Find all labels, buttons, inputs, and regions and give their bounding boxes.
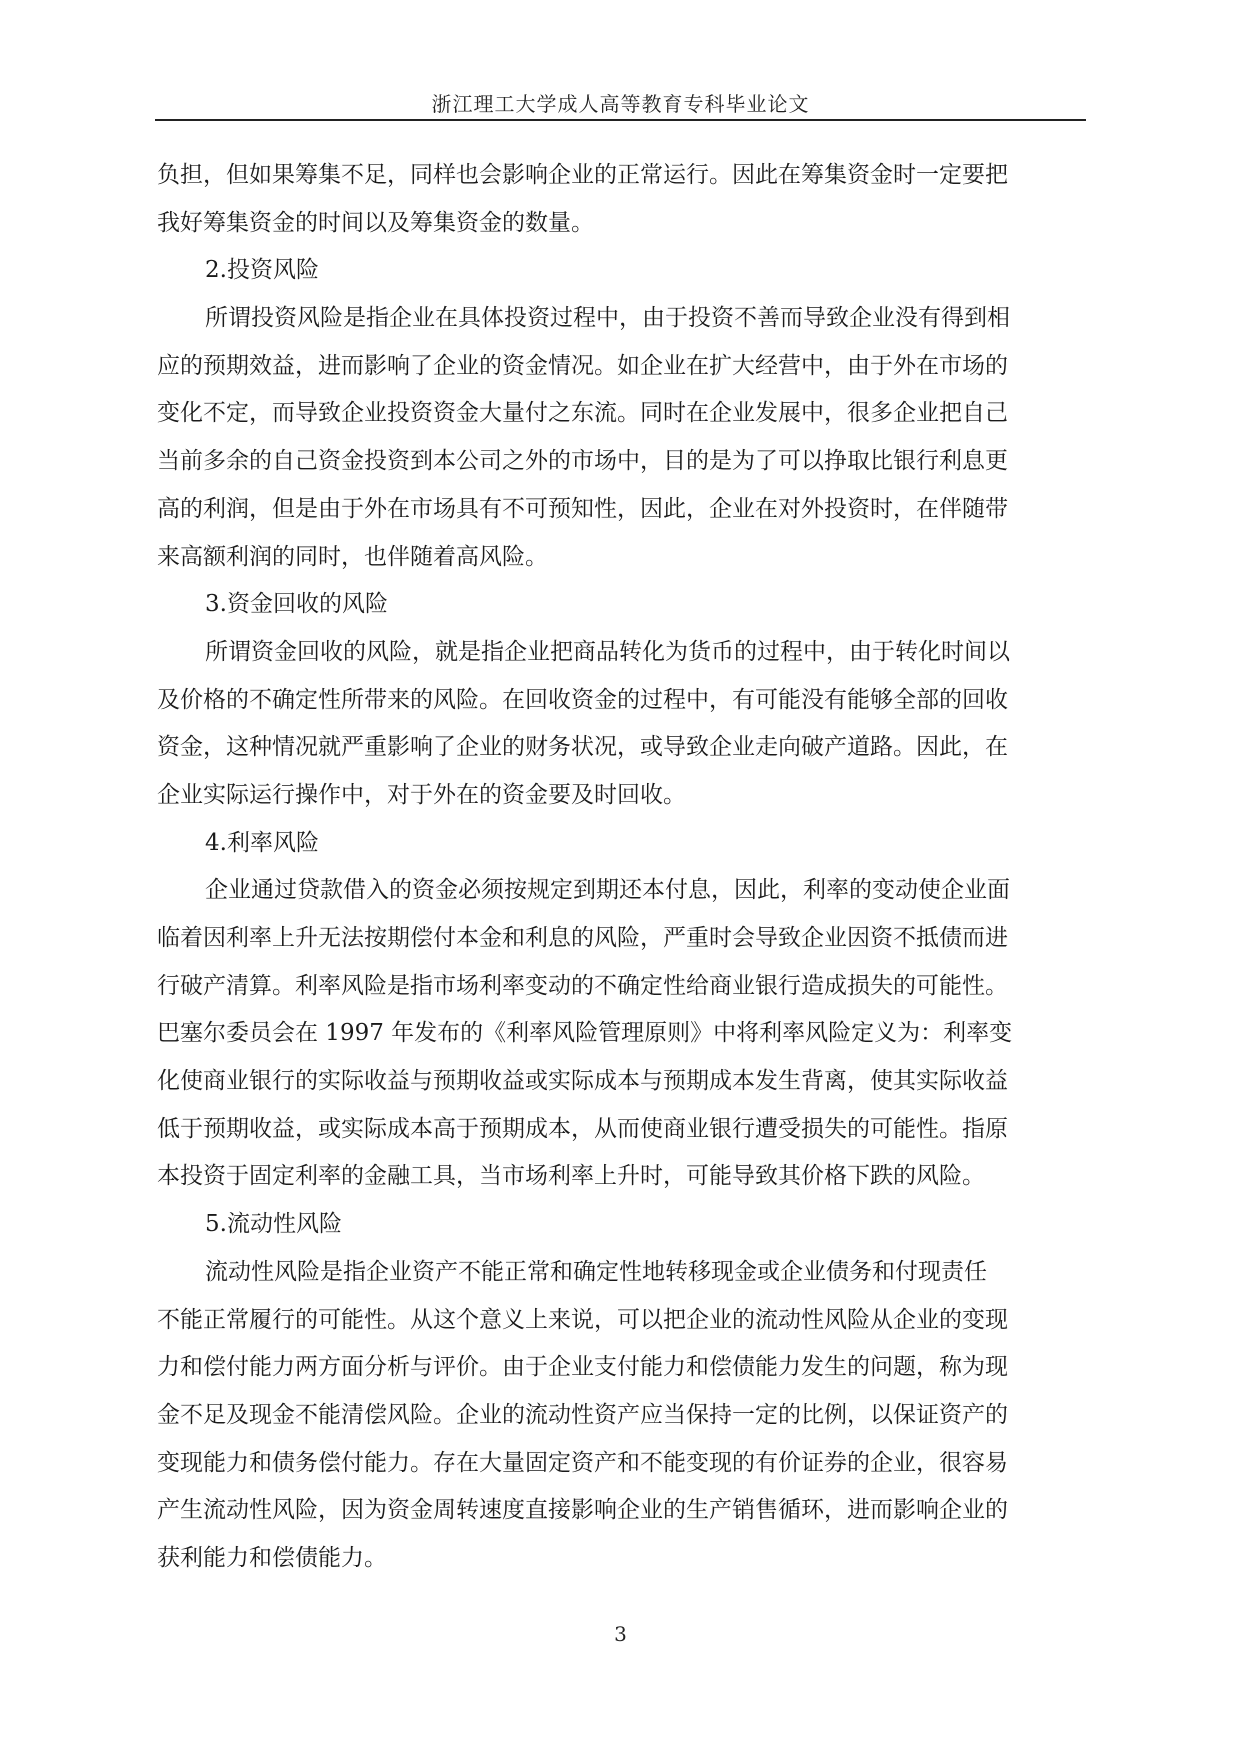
text-line: 所谓资金回收的风险，就是指企业把商品转化为货币的过程中，由于转化时间以 <box>205 638 1010 665</box>
text-line: 低于预期收益，或实际成本高于预期成本，从而使商业银行遭受损失的可能性。指原 <box>157 1115 1008 1142</box>
text-line: 产生流动性风险，因为资金周转速度直接影响企业的生产销售循环，进而影响企业的 <box>157 1497 1008 1524</box>
text-line: 4.利率风险 <box>205 829 319 856</box>
text-line: 当前多余的自己资金投资到本公司之外的市场中，目的是为了可以挣取比银行利息更 <box>157 448 1008 475</box>
text-line: 临着因利率上升无法按期偿付本金和利息的风险，严重时会导致企业因资不抵债而进 <box>157 925 1008 951</box>
running-header: 浙江理工大学成人高等教育专科毕业论文 <box>431 92 810 116</box>
text-line: 企业通过贷款借入的资金必须按规定到期还本付息，因此，利率的变动使企业面 <box>205 877 1010 904</box>
text-line: 负担，但如果筹集不足，同样也会影响企业的正常运行。因此在筹集资金时一定要把 <box>157 162 1008 188</box>
text-line: 巴塞尔委员会在 1997 年发布的《利率风险管理原则》中将利率风险定义为：利率变 <box>157 1020 1013 1047</box>
text-line: 行破产清算。利率风险是指市场利率变动的不确定性给商业银行造成损失的可能性。 <box>157 972 1008 999</box>
text-line: 高的利润，但是由于外在市场具有不可预知性，因此，企业在对外投资时，在伴随带 <box>157 495 1008 522</box>
text-line: 不能正常履行的可能性。从这个意义上来说，可以把企业的流动性风险从企业的变现 <box>157 1306 1008 1333</box>
header-rule <box>155 119 1086 121</box>
text-line: 变现能力和债务偿付能力。存在大量固定资产和不能变现的有价证券的企业，很容易 <box>157 1449 1008 1476</box>
text-line: 所谓投资风险是指企业在具体投资过程中，由于投资不善而导致企业没有得到相 <box>205 305 1010 332</box>
text-line: 资金，这种情况就严重影响了企业的财务状况，或导致企业走向破产道路。因此，在 <box>157 734 1008 761</box>
text-line: 2.投资风险 <box>205 257 319 284</box>
text-line: 金不足及现金不能清偿风险。企业的流动性资产应当保持一定的比例，以保证资产的 <box>157 1401 1008 1428</box>
text-line: 化使商业银行的实际收益与预期收益或实际成本与预期成本发生背离，使其实际收益 <box>157 1068 1008 1095</box>
text-line: 力和偿付能力两方面分析与评价。由于企业支付能力和偿债能力发生的问题，称为现 <box>157 1354 1008 1381</box>
page-number: 3 <box>614 1622 627 1646</box>
text-line: 5.流动性风险 <box>205 1211 342 1238</box>
text-line: 应的预期效益，进而影响了企业的资金情况。如企业在扩大经营中，由于外在市场的 <box>157 352 1008 379</box>
text-line: 变化不定，而导致企业投资资金大量付之东流。同时在企业发展中，很多企业把自己 <box>157 400 1008 427</box>
text-line: 流动性风险是指企业资产不能正常和确定性地转移现金或企业债务和付现责任 <box>205 1258 987 1285</box>
text-line: 企业实际运行操作中，对于外在的资金要及时回收。 <box>157 781 686 808</box>
text-line: 来高额利润的同时，也伴随着高风险。 <box>157 543 548 570</box>
text-line: 3.资金回收的风险 <box>205 591 388 618</box>
body-text <box>157 152 1087 1583</box>
text-line: 及价格的不确定性所带来的风险。在回收资金的过程中，有可能没有能够全部的回收 <box>157 686 1008 713</box>
text-line: 我好筹集资金的时间以及筹集资金的数量。 <box>157 209 594 236</box>
text-line: 获利能力和偿债能力。 <box>157 1544 387 1571</box>
text-line: 本投资于固定利率的金融工具，当市场利率上升时，可能导致其价格下跌的风险。 <box>157 1163 985 1190</box>
